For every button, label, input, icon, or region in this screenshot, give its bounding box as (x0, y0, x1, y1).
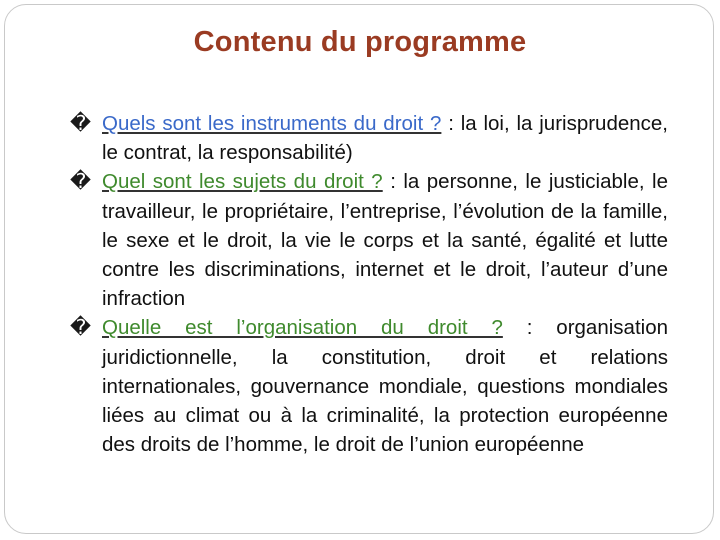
slide-content (70, 109, 668, 459)
question-instruments: Quels sont les instruments du droit ? (102, 112, 442, 135)
bullet-icon: � (70, 170, 92, 194)
list-item (70, 313, 668, 459)
slide-title: Contenu du programme (193, 26, 527, 58)
answer-instruments: : la loi, la jurisprudence, le contrat, la responsabilité) (102, 112, 669, 165)
list-item (70, 109, 669, 167)
question-organisation: Quelle est l’organisation du droit ? (102, 316, 503, 340)
answer-sujets: : la personne, le justiciable, le travailleur, le propriétaire, l’entreprise, l’évolution de la famille, le sexe et le droit, la vie le corps et la santé, égalité et lutte contre les discriminations, internet et le droit, l’auteur d’une infraction (102, 170, 668, 311)
bullet-icon: � (70, 112, 92, 135)
list-item (70, 167, 668, 313)
answer-organisation: : organisation juridictionnelle, la constitution, droit et relations internationales, gouvernance mondiale, questions mondiales liées au climat ou à la criminalité, la protection européenne des droits de l’homme, le droit de l’union européenne (102, 316, 668, 457)
question-sujets: Quel sont les sujets du droit ? (102, 170, 383, 194)
bullet-icon: � (70, 316, 92, 340)
